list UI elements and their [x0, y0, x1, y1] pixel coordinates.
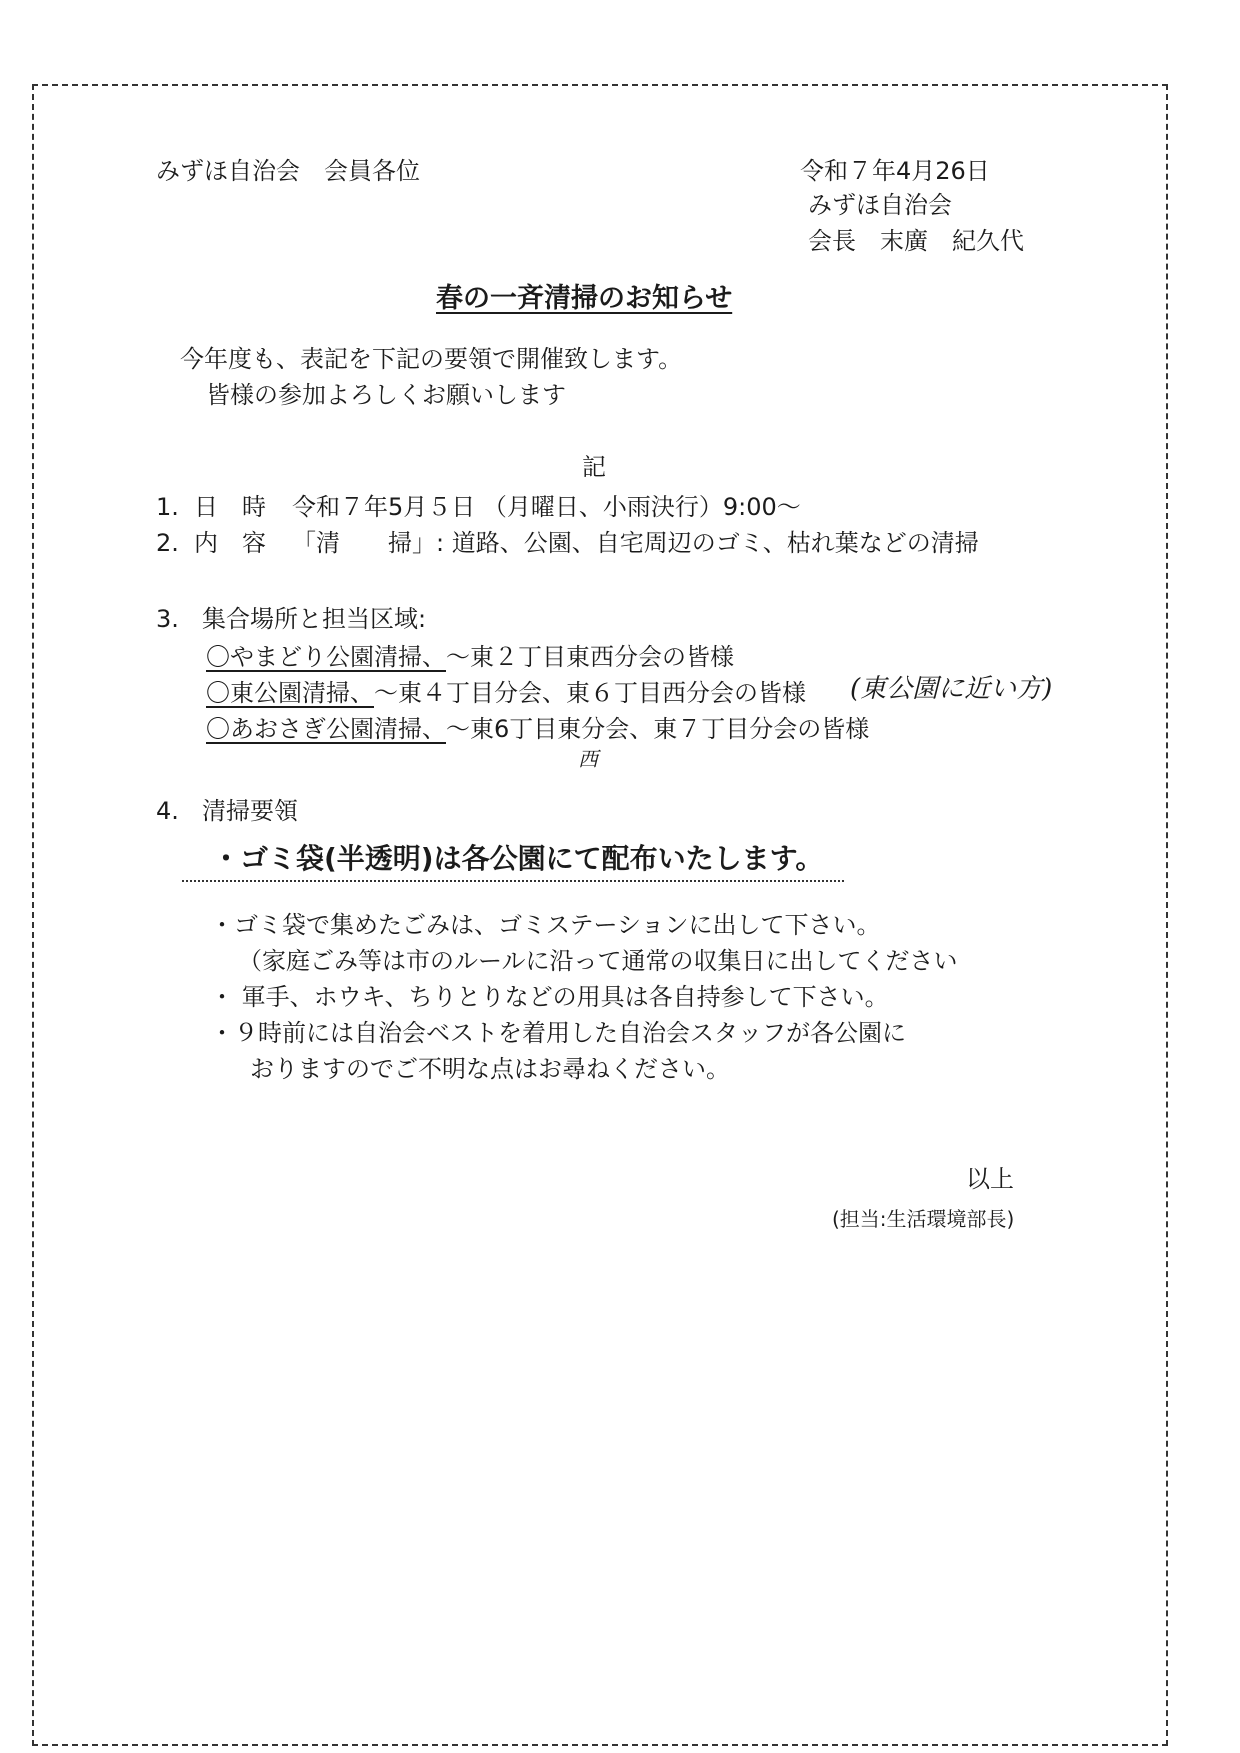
park-name: 〇やまどり公園清掃、 — [206, 643, 446, 671]
list-item: ・ 軍手、ホウキ、ちりとりなどの用具は各自持参して下さい。 — [210, 983, 889, 1011]
park-groups: ～東２丁目東西分会の皆様 — [446, 643, 734, 671]
intro-line-1: 今年度も、表記を下記の要領で開催致します。 — [180, 345, 683, 373]
sender-name: 会長 末廣 紀久代 — [808, 227, 1024, 255]
park-row — [206, 642, 734, 672]
item-1-text: 令和７年5月５日 （月曜日、小雨決行）9:00～ — [292, 493, 801, 521]
list-item: ・ゴミ袋で集めたごみは、ゴミステーションに出して下さい。 — [210, 911, 881, 939]
list-item: おりますのでご不明な点はお尋ねください。 — [250, 1055, 730, 1083]
intro-line-2: 皆様の参加よろしくお願いします — [206, 381, 566, 409]
park-name: 〇東公園清掃、 — [206, 679, 374, 707]
addressee: みずほ自治会 会員各位 — [156, 157, 420, 185]
highlight-notice: ・ゴミ袋(半透明)は各公園にて配布いたします。 — [212, 842, 824, 875]
park-row — [206, 714, 869, 744]
item-2-number: 2. — [156, 529, 179, 557]
contact-person: (担当:生活環境部長) — [832, 1207, 1015, 1231]
wavy-underline — [182, 880, 844, 882]
item-4-label: 清掃要領 — [202, 797, 298, 825]
handwritten-note: (東公園に近い方) — [850, 674, 1053, 704]
item-4-number: 4. — [156, 797, 179, 825]
park-name: 〇あおさぎ公園清掃、 — [206, 715, 446, 743]
ki-heading: 記 — [582, 453, 606, 481]
handwritten-correction: 西 — [578, 747, 598, 771]
park-row — [206, 678, 806, 708]
item-2-label: 内 容 — [194, 529, 266, 557]
item-2-text: 「清 掃」: 道路、公園、自宅周辺のゴミ、枯れ葉などの清掃 — [292, 529, 979, 557]
park-groups: ～東４丁目分会、東６丁目西分会の皆様 — [374, 679, 806, 707]
list-item: （家庭ごみ等は市のルールに沿って通常の収集日に出してください — [238, 947, 958, 975]
issue-date: 令和７年4月26日 — [800, 157, 990, 185]
item-3-number: 3. — [156, 605, 179, 633]
park-groups: ～東6丁目東分会、東７丁目分会の皆様 — [446, 715, 870, 743]
item-3-label: 集合場所と担当区域: — [202, 605, 427, 633]
item-1-number: 1. — [156, 493, 179, 521]
page-title: 春の一斉清掃のお知らせ — [436, 283, 733, 314]
sender-org: みずほ自治会 — [808, 191, 952, 219]
item-1-label: 日 時 — [194, 493, 266, 521]
closing-text: 以上 — [966, 1165, 1014, 1193]
list-item: ・９時前には自治会ベストを着用した自治会スタッフが各公園に — [210, 1019, 906, 1047]
